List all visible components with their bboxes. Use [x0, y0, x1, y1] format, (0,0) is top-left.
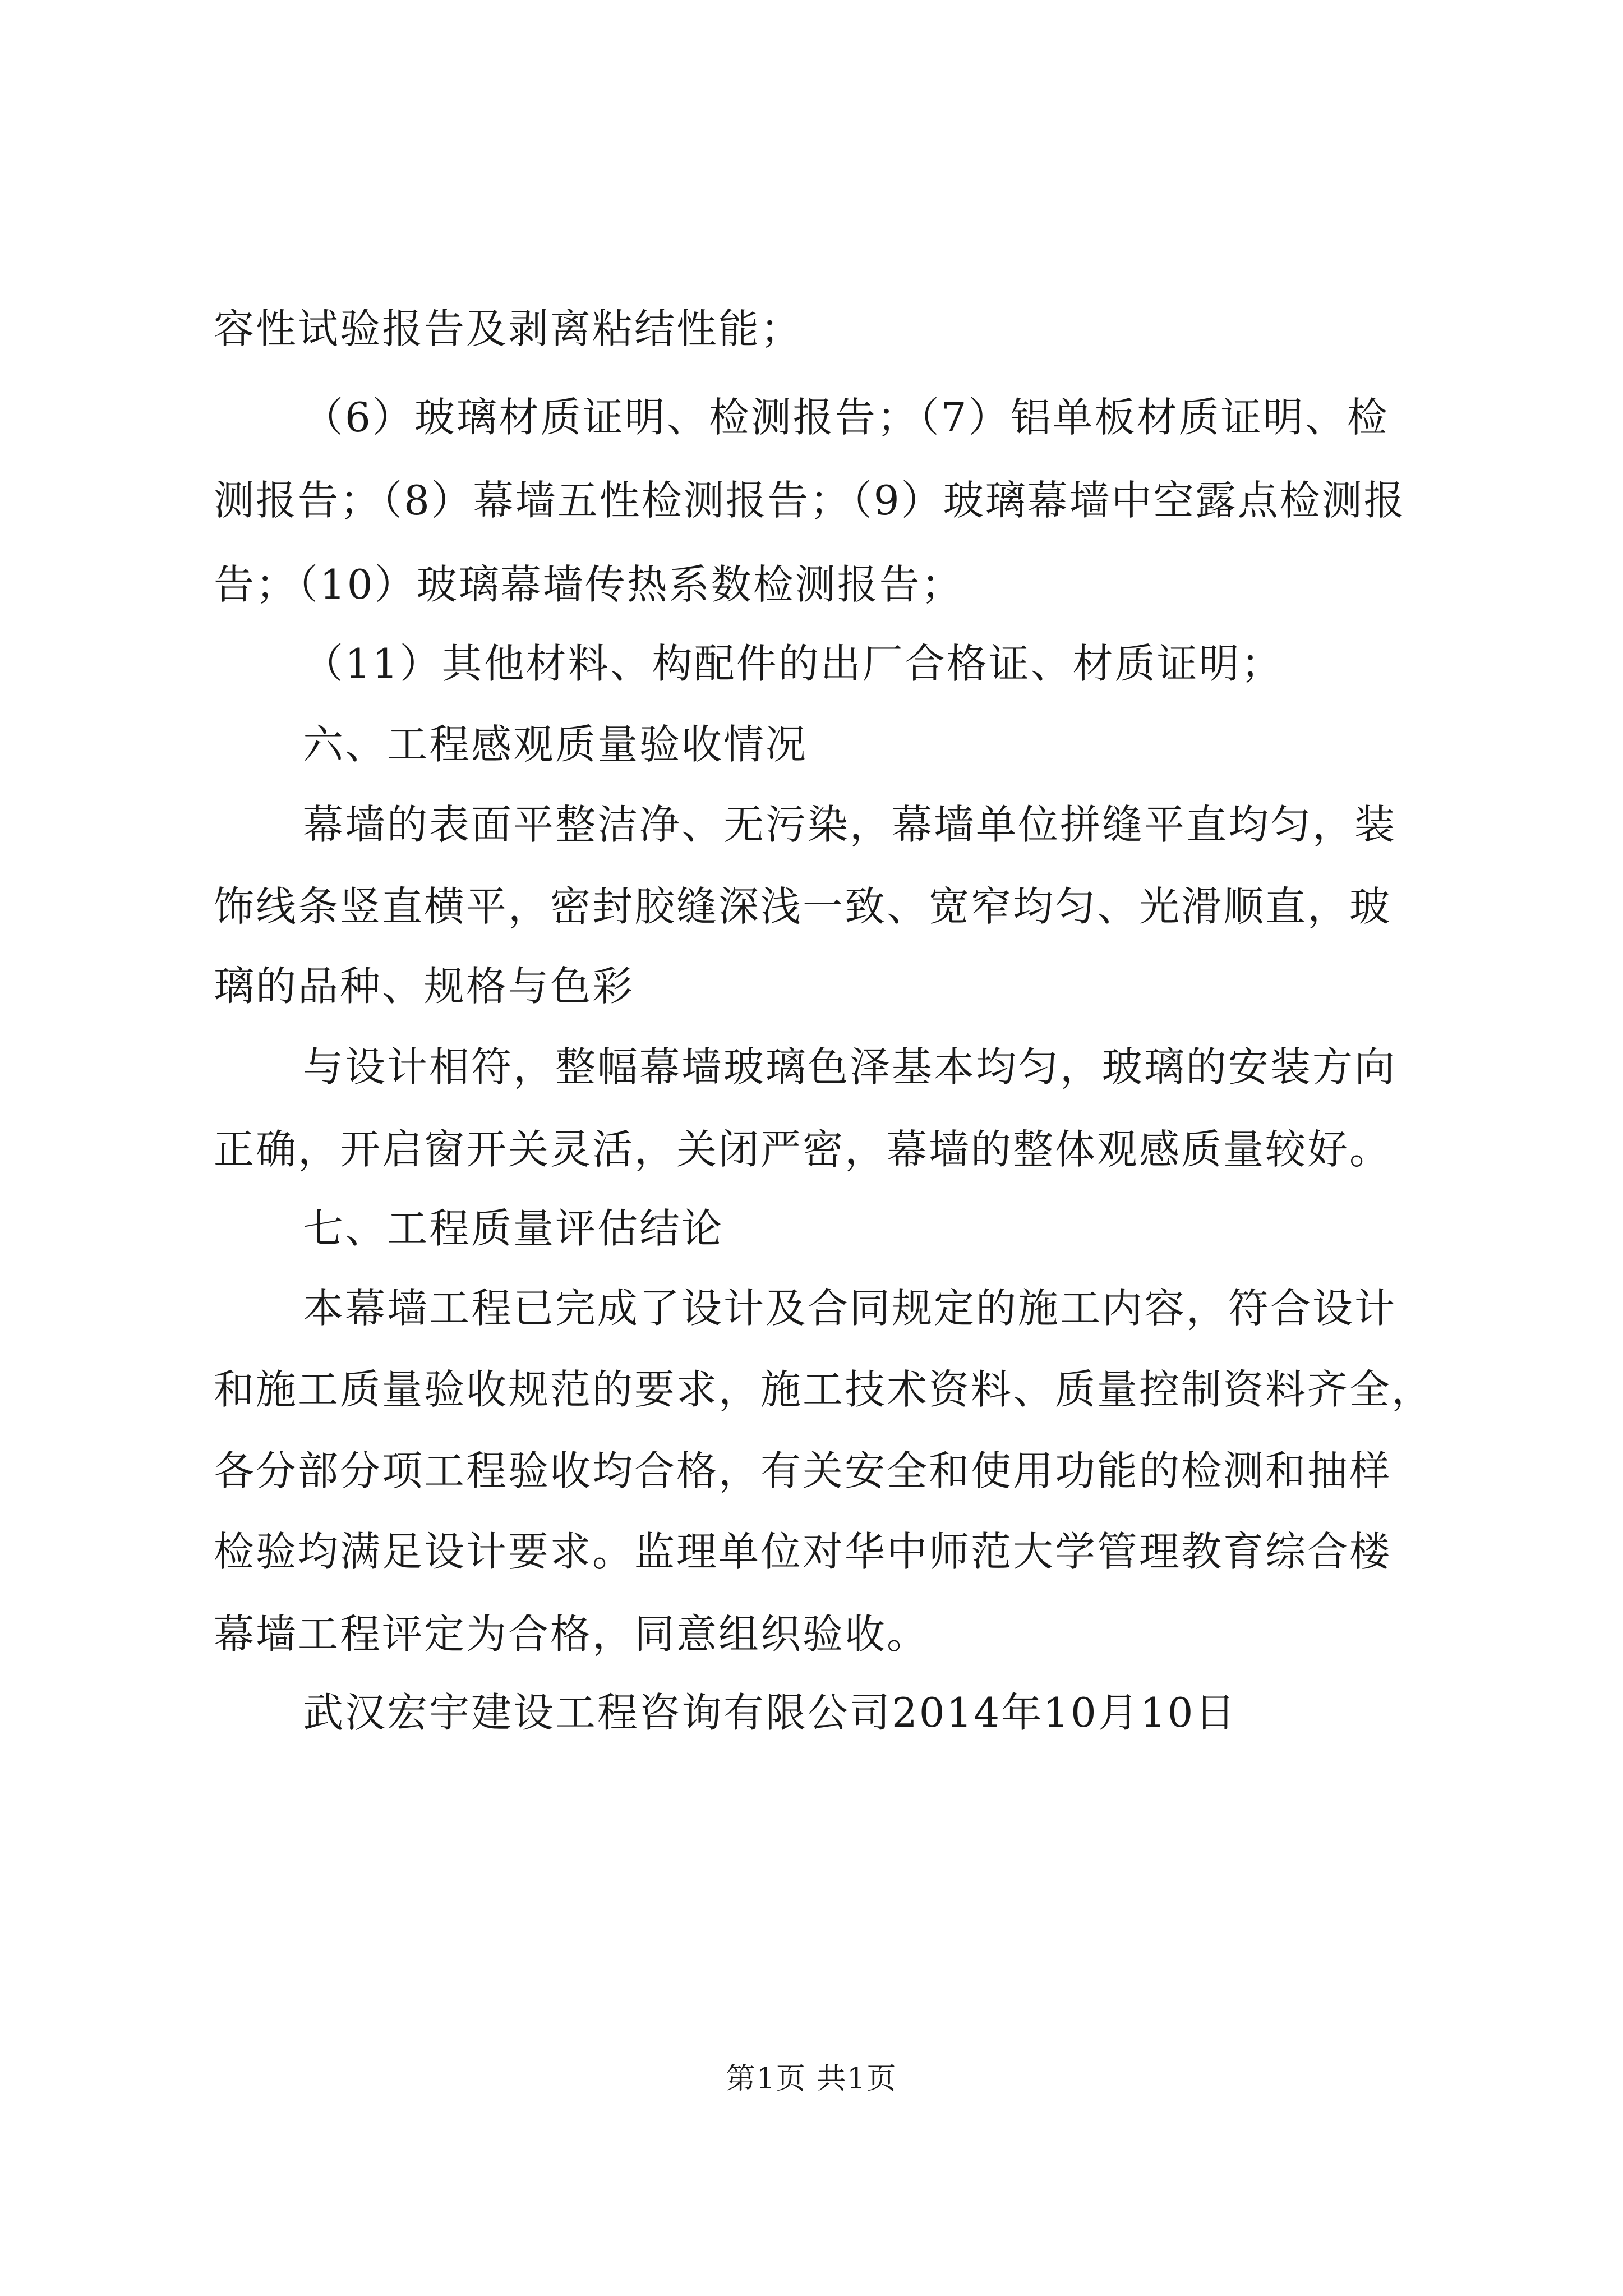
text-line: 本幕墙工程已完成了设计及合同规定的施工内容，符合设计: [303, 1285, 1397, 1332]
signature-line: 武汉宏宇建设工程咨询有限公司2014年10月10日: [303, 1689, 1237, 1736]
text-line: 饰线条竖直横平，密封胶缝深浅一致、宽窄均匀、光滑顺直，玻: [214, 883, 1392, 930]
text-line: （6）玻璃材质证明、检测报告；（7）铝单板材质证明、检: [303, 394, 1389, 441]
text-line: 与设计相符，整幅幕墙玻璃色泽基本均匀，玻璃的安装方向: [303, 1043, 1397, 1091]
text-line: （11）其他材料、构配件的出厂合格证、材质证明；: [303, 640, 1283, 687]
text-line: 正确，开启窗开关灵活，关闭严密，幕墙的整体观感质量较好。: [214, 1126, 1392, 1173]
text-line: 检验均满足设计要求。监理单位对华中师范大学管理教育综合楼: [214, 1528, 1392, 1575]
page-number-footer: 第1页 共1页: [726, 2062, 897, 2096]
text-line: 测报告；（8）幕墙五性检测报告；（9）玻璃幕墙中空露点检测报: [214, 477, 1406, 524]
text-line: 各分部分项工程验收均合格，有关安全和使用功能的检测和抽样: [214, 1447, 1392, 1494]
text-line: 璃的品种、规格与色彩: [214, 963, 635, 1010]
text-line: 和施工质量验收规范的要求，施工技术资料、质量控制资料齐全，: [214, 1366, 1434, 1413]
section-heading: 七、工程质量评估结论: [303, 1205, 724, 1252]
text-line: 幕墙的表面平整洁净、无污染，幕墙单位拼缝平直均匀，装: [303, 801, 1397, 848]
text-line: 幕墙工程评定为合格，同意组织验收。: [214, 1611, 929, 1658]
section-heading: 六、工程感观质量验收情况: [303, 721, 808, 768]
text-line: 告；（10）玻璃幕墙传热系数检测报告；: [214, 561, 963, 608]
text-line: 容性试验报告及剥离粘结性能；: [214, 305, 803, 352]
